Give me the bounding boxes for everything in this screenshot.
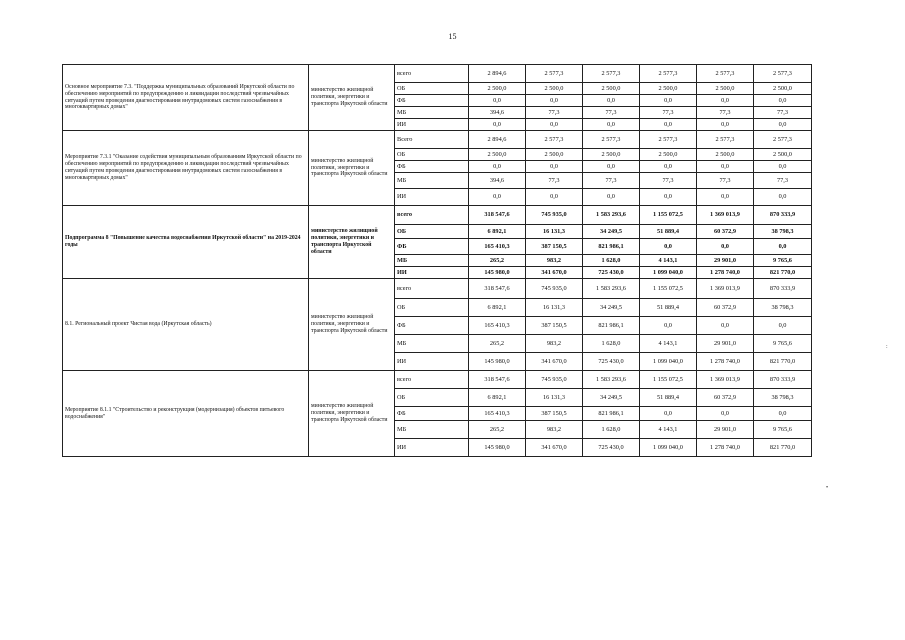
funding-source: ФБ xyxy=(395,317,469,335)
amount-cell: 0,0 xyxy=(754,407,812,421)
amount-cell: 870 333,9 xyxy=(754,279,812,299)
section-title: 8.1. Региональный проект Чистая вода (Иркутская область) xyxy=(63,279,309,371)
amount-cell: 2 577,3 xyxy=(583,65,640,83)
funding-source: всего xyxy=(395,371,469,389)
amount-cell: 60 372,9 xyxy=(697,225,754,239)
amount-cell: 77,3 xyxy=(640,173,697,189)
amount-cell: 318 547,6 xyxy=(469,206,526,225)
amount-cell: 145 980,0 xyxy=(469,353,526,371)
funding-source: МБ xyxy=(395,421,469,439)
funding-source: ОБ xyxy=(395,149,469,161)
amount-cell: 265,2 xyxy=(469,255,526,267)
amount-cell: 29 901,0 xyxy=(697,335,754,353)
funding-source: ФБ xyxy=(395,161,469,173)
amount-cell: 0,0 xyxy=(697,189,754,206)
funding-source: МБ xyxy=(395,255,469,267)
amount-cell: 1 628,0 xyxy=(583,335,640,353)
amount-cell: 0,0 xyxy=(697,119,754,131)
amount-cell: 745 935,0 xyxy=(526,279,583,299)
amount-cell: 318 547,6 xyxy=(469,371,526,389)
funding-source: ФБ xyxy=(395,239,469,255)
amount-cell: 60 372,9 xyxy=(697,389,754,407)
amount-cell: 983,2 xyxy=(526,421,583,439)
amount-cell: 2 500,0 xyxy=(754,149,812,161)
amount-cell: 6 892,1 xyxy=(469,299,526,317)
amount-cell: 821 770,0 xyxy=(754,353,812,371)
amount-cell: 2 577,3 xyxy=(526,65,583,83)
amount-cell: 2 577,3 xyxy=(754,131,812,149)
amount-cell: 2 894,6 xyxy=(469,131,526,149)
amount-cell: 77,3 xyxy=(697,173,754,189)
amount-cell: 38 798,3 xyxy=(754,299,812,317)
amount-cell: 983,2 xyxy=(526,255,583,267)
amount-cell: 1 099 040,0 xyxy=(640,267,697,279)
amount-cell: 0,0 xyxy=(526,119,583,131)
amount-cell: 2 577,3 xyxy=(526,131,583,149)
amount-cell: 0,0 xyxy=(583,189,640,206)
funding-source: ОБ xyxy=(395,389,469,407)
amount-cell: 2 500,0 xyxy=(526,83,583,95)
amount-cell: 0,0 xyxy=(754,161,812,173)
amount-cell: 145 980,0 xyxy=(469,439,526,457)
funding-source: ФБ xyxy=(395,407,469,421)
funding-source: всего xyxy=(395,279,469,299)
amount-cell: 0,0 xyxy=(754,239,812,255)
amount-cell: 0,0 xyxy=(697,317,754,335)
scan-mark: : xyxy=(886,344,888,350)
amount-cell: 0,0 xyxy=(526,95,583,107)
section-executor: министерство жилищной политики, энергетики и транспорта Иркутской области xyxy=(309,65,395,131)
amount-cell: 0,0 xyxy=(754,189,812,206)
amount-cell: 51 889,4 xyxy=(640,299,697,317)
funding-source: ИИ xyxy=(395,353,469,371)
section-executor: министерство жилищной политики, энергетики и транспорта Иркутской области xyxy=(309,206,395,279)
amount-cell: 2 577,3 xyxy=(697,131,754,149)
amount-cell: 341 670,0 xyxy=(526,353,583,371)
amount-cell: 870 333,9 xyxy=(754,371,812,389)
section-title: Подпрограмма 8 "Повышение качества водоснабжения Иркутской области" на 2019-2024 годы xyxy=(63,206,309,279)
amount-cell: 77,3 xyxy=(526,107,583,119)
amount-cell: 6 892,1 xyxy=(469,225,526,239)
amount-cell: 29 901,0 xyxy=(697,255,754,267)
amount-cell: 0,0 xyxy=(697,95,754,107)
amount-cell: 145 980,0 xyxy=(469,267,526,279)
amount-cell: 821 986,1 xyxy=(583,239,640,255)
amount-cell: 0,0 xyxy=(697,239,754,255)
amount-cell: 1 369 013,9 xyxy=(697,279,754,299)
amount-cell: 0,0 xyxy=(754,119,812,131)
amount-cell: 1 099 040,0 xyxy=(640,353,697,371)
amount-cell: 4 143,1 xyxy=(640,255,697,267)
amount-cell: 2 577,3 xyxy=(754,65,812,83)
amount-cell: 821 770,0 xyxy=(754,439,812,457)
amount-cell: 387 150,5 xyxy=(526,407,583,421)
amount-cell: 725 430,0 xyxy=(583,439,640,457)
funding-source: ИИ xyxy=(395,267,469,279)
amount-cell: 0,0 xyxy=(754,95,812,107)
amount-cell: 165 410,3 xyxy=(469,317,526,335)
amount-cell: 821 770,0 xyxy=(754,267,812,279)
amount-cell: 341 670,0 xyxy=(526,267,583,279)
amount-cell: 1 155 072,5 xyxy=(640,279,697,299)
table-body xyxy=(63,65,812,457)
amount-cell: 77,3 xyxy=(697,107,754,119)
amount-cell: 2 577,3 xyxy=(697,65,754,83)
amount-cell: 34 249,5 xyxy=(583,389,640,407)
amount-cell: 34 249,5 xyxy=(583,225,640,239)
funding-source: МБ xyxy=(395,173,469,189)
amount-cell: 387 150,5 xyxy=(526,317,583,335)
amount-cell: 77,3 xyxy=(754,107,812,119)
amount-cell: 0,0 xyxy=(640,239,697,255)
section-executor: министерство жилищной политики, энергетики и транспорта Иркутской области xyxy=(309,279,395,371)
amount-cell: 51 889,4 xyxy=(640,389,697,407)
amount-cell: 745 935,0 xyxy=(526,371,583,389)
amount-cell: 2 500,0 xyxy=(526,149,583,161)
amount-cell: 1 278 740,0 xyxy=(697,353,754,371)
amount-cell: 1 583 293,6 xyxy=(583,279,640,299)
amount-cell: 0,0 xyxy=(640,407,697,421)
amount-cell: 745 935,0 xyxy=(526,206,583,225)
amount-cell: 6 892,1 xyxy=(469,389,526,407)
amount-cell: 9 765,6 xyxy=(754,255,812,267)
amount-cell: 2 500,0 xyxy=(640,149,697,161)
funding-source: всего xyxy=(395,65,469,83)
amount-cell: 0,0 xyxy=(469,119,526,131)
table-row xyxy=(63,279,812,299)
page-number: 15 xyxy=(448,32,457,41)
amount-cell: 2 500,0 xyxy=(469,83,526,95)
amount-cell: 38 798,3 xyxy=(754,389,812,407)
amount-cell: 0,0 xyxy=(640,119,697,131)
amount-cell: 0,0 xyxy=(697,407,754,421)
amount-cell: 77,3 xyxy=(526,173,583,189)
amount-cell: 1 628,0 xyxy=(583,255,640,267)
amount-cell: 821 986,1 xyxy=(583,407,640,421)
amount-cell: 2 577,3 xyxy=(640,131,697,149)
amount-cell: 387 150,5 xyxy=(526,239,583,255)
amount-cell: 0,0 xyxy=(469,95,526,107)
section-title: Мероприятие 8.1.1 "Строительство и реконструкция (модернизация) объектов питьевого водоснабжения" xyxy=(63,371,309,457)
amount-cell: 870 333,9 xyxy=(754,206,812,225)
table-row xyxy=(63,371,812,389)
amount-cell: 1 155 072,5 xyxy=(640,371,697,389)
funding-source: ОБ xyxy=(395,299,469,317)
funding-source: ИИ xyxy=(395,119,469,131)
funding-source: ОБ xyxy=(395,225,469,239)
section-title: Основное мероприятие 7.3. "Поддержка муниципальных образований Иркутской области по обеспечению мероприятий по предупреждению и ликвидации последствий чрезвычайных ситуаций путем проведения диагностирования внутридомовых систем газоснабжения в многоквартирных домах" xyxy=(63,65,309,131)
amount-cell: 77,3 xyxy=(640,107,697,119)
table-row xyxy=(63,65,812,83)
amount-cell: 821 986,1 xyxy=(583,317,640,335)
amount-cell: 1 628,0 xyxy=(583,421,640,439)
amount-cell: 1 369 013,9 xyxy=(697,206,754,225)
amount-cell: 2 500,0 xyxy=(640,83,697,95)
amount-cell: 16 131,3 xyxy=(526,299,583,317)
amount-cell: 77,3 xyxy=(583,173,640,189)
funding-source: ИИ xyxy=(395,189,469,206)
amount-cell: 1 278 740,0 xyxy=(697,439,754,457)
amount-cell: 1 583 293,6 xyxy=(583,371,640,389)
amount-cell: 0,0 xyxy=(526,161,583,173)
funding-source: всего xyxy=(395,206,469,225)
amount-cell: 0,0 xyxy=(754,317,812,335)
amount-cell: 2 500,0 xyxy=(583,83,640,95)
amount-cell: 2 500,0 xyxy=(697,83,754,95)
amount-cell: 265,2 xyxy=(469,421,526,439)
amount-cell: 2 500,0 xyxy=(469,149,526,161)
funding-source: ОБ xyxy=(395,83,469,95)
amount-cell: 1 278 740,0 xyxy=(697,267,754,279)
funding-source: МБ xyxy=(395,335,469,353)
amount-cell: 0,0 xyxy=(469,161,526,173)
amount-cell: 165 410,3 xyxy=(469,239,526,255)
amount-cell: 725 430,0 xyxy=(583,267,640,279)
amount-cell: 0,0 xyxy=(526,189,583,206)
amount-cell: 2 500,0 xyxy=(697,149,754,161)
amount-cell: 9 765,6 xyxy=(754,421,812,439)
section-executor: министерство жилищной политики, энергетики и транспорта Иркутской области xyxy=(309,371,395,457)
amount-cell: 16 131,3 xyxy=(526,389,583,407)
funding-source: ИИ xyxy=(395,439,469,457)
amount-cell: 1 155 072,5 xyxy=(640,206,697,225)
amount-cell: 2 500,0 xyxy=(754,83,812,95)
funding-source: Всего xyxy=(395,131,469,149)
amount-cell: 38 798,3 xyxy=(754,225,812,239)
amount-cell: 0,0 xyxy=(583,95,640,107)
funding-source: ФБ xyxy=(395,95,469,107)
amount-cell: 34 249,5 xyxy=(583,299,640,317)
amount-cell: 2 577,3 xyxy=(640,65,697,83)
amount-cell: 77,3 xyxy=(583,107,640,119)
amount-cell: 394,6 xyxy=(469,173,526,189)
amount-cell: 0,0 xyxy=(583,161,640,173)
amount-cell: 4 143,1 xyxy=(640,335,697,353)
table-row xyxy=(63,206,812,225)
amount-cell: 9 765,6 xyxy=(754,335,812,353)
section-executor: министерство жилищной политики, энергетики и транспорта Иркутской области xyxy=(309,131,395,206)
amount-cell: 394,6 xyxy=(469,107,526,119)
amount-cell: 265,2 xyxy=(469,335,526,353)
amount-cell: 2 894,6 xyxy=(469,65,526,83)
amount-cell: 77,3 xyxy=(754,173,812,189)
table-row xyxy=(63,131,812,149)
amount-cell: 1 369 013,9 xyxy=(697,371,754,389)
amount-cell: 2 500,0 xyxy=(583,149,640,161)
amount-cell: 318 547,6 xyxy=(469,279,526,299)
scan-dot: • xyxy=(826,485,829,491)
amount-cell: 1 583 293,6 xyxy=(583,206,640,225)
amount-cell: 0,0 xyxy=(469,189,526,206)
amount-cell: 0,0 xyxy=(583,119,640,131)
amount-cell: 16 131,3 xyxy=(526,225,583,239)
amount-cell: 2 577,3 xyxy=(583,131,640,149)
amount-cell: 165 410,3 xyxy=(469,407,526,421)
amount-cell: 0,0 xyxy=(640,161,697,173)
amount-cell: 29 901,0 xyxy=(697,421,754,439)
amount-cell: 0,0 xyxy=(640,189,697,206)
amount-cell: 4 143,1 xyxy=(640,421,697,439)
amount-cell: 1 099 040,0 xyxy=(640,439,697,457)
amount-cell: 341 670,0 xyxy=(526,439,583,457)
section-title: Мероприятие 7.3.1 "Оказание содействия муниципальным образованиям Иркутской области по обеспечению мероприятий по предупреждению и ликвидации последствий чрезвычайных ситуаций путем проведения диагностирования внутридомовых систем газоснабжения в многоквартирных домах" xyxy=(63,131,309,206)
budget-table xyxy=(62,64,812,457)
amount-cell: 983,2 xyxy=(526,335,583,353)
amount-cell: 0,0 xyxy=(640,317,697,335)
amount-cell: 725 430,0 xyxy=(583,353,640,371)
funding-source: МБ xyxy=(395,107,469,119)
amount-cell: 60 372,9 xyxy=(697,299,754,317)
amount-cell: 0,0 xyxy=(640,95,697,107)
amount-cell: 0,0 xyxy=(697,161,754,173)
amount-cell: 51 889,4 xyxy=(640,225,697,239)
